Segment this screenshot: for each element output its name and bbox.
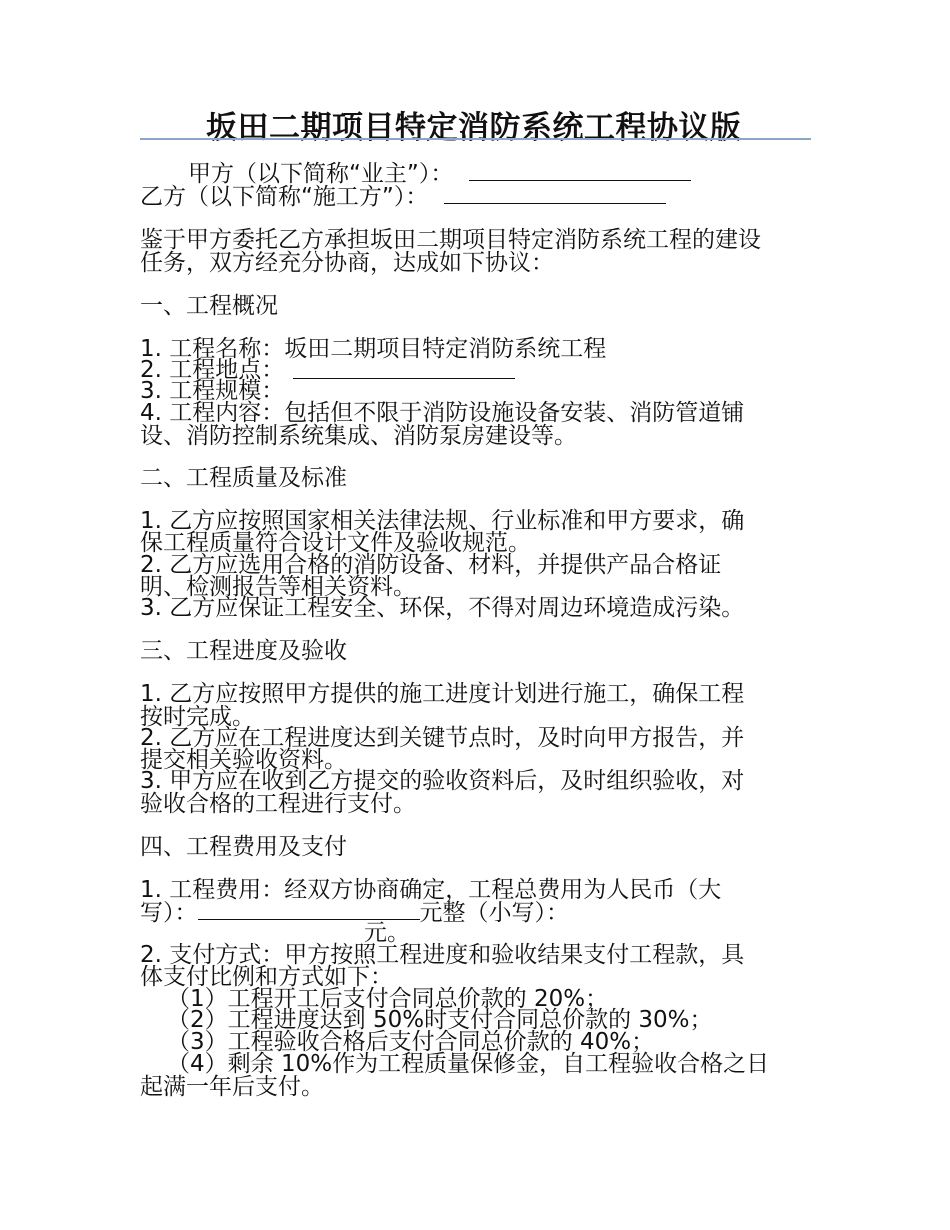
clause-line: 起满一年后支付。 <box>140 1074 324 1100</box>
clause-line: 1. 乙方应按照甲方提供的施工进度计划进行施工，确保工程 <box>140 681 745 707</box>
clause-line: （2）工程进度达到 50%时支付合同总价款的 30%； <box>167 1007 713 1033</box>
clause-text: 2. 工程地点： <box>140 357 285 383</box>
clause-line: 3. 甲方应在收到乙方提交的验收资料后，及时组织验收，对 <box>140 768 745 794</box>
party-b-label: 乙方（以下简称“施工方”）： <box>140 184 429 210</box>
clause-line: 按时完成。 <box>140 704 255 730</box>
party-b-blank <box>444 189 666 204</box>
section-heading: 一、工程概况 <box>140 293 278 319</box>
clause-line: 设、消防控制系统集成、消防泵房建设等。 <box>140 423 577 449</box>
clause-text: 写）： <box>140 900 198 926</box>
clause-line: 1. 工程费用：经双方协商确定，工程总费用为人民币（大 <box>140 877 722 903</box>
section-heading: 二、工程质量及标准 <box>140 465 347 491</box>
title-divider <box>140 138 811 140</box>
clause-text: 3. 工程规模： <box>140 378 285 404</box>
location-blank <box>293 378 515 379</box>
clause-line: 验收合格的工程进行支付。 <box>140 791 416 817</box>
document-title: 坂田二期项目特定消防系统工程协议版 <box>206 110 742 146</box>
clause-text: 元整（小写）： <box>419 900 569 926</box>
clause-line: 2. 乙方应选用合格的消防设备、材料，并提供产品合格证 <box>140 552 722 578</box>
clause-line: 4. 工程内容：包括但不限于消防设施设备安装、消防管道铺 <box>140 400 745 426</box>
clause-line: 元。 <box>364 920 410 946</box>
section-heading: 三、工程进度及验收 <box>140 638 347 664</box>
section-heading: 四、工程费用及支付 <box>140 834 347 860</box>
amount-uppercase-blank <box>198 905 420 920</box>
party-a-line <box>188 163 691 186</box>
clause-line: 1. 工程名称：坂田二期项目特定消防系统工程 <box>140 336 607 362</box>
party-a-blank <box>469 166 691 181</box>
clause-line: （3）工程验收合格后支付合同总价款的 40%； <box>167 1029 655 1055</box>
clause-line: 1. 乙方应按照国家相关法律法规、行业标准和甲方要求，确 <box>140 508 745 534</box>
clause-line <box>140 902 569 925</box>
clause-line: 提交相关验收资料。 <box>140 747 347 773</box>
preamble-line: 鉴于甲方委托乙方承担坂田二期项目特定消防系统工程的建设 <box>140 227 761 253</box>
clause-line: 保工程质量符合设计文件及验收规范。 <box>140 530 531 556</box>
clause-line: 明、检测报告等相关资料。 <box>140 574 416 600</box>
preamble-line: 任务，双方经充分协商，达成如下协议： <box>140 250 554 276</box>
clause-line: 2. 支付方式：甲方按照工程进度和验收结果支付工程款，具 <box>140 942 745 968</box>
clause-line: （4）剩余 10%作为工程质量保修金，自工程验收合格之日 <box>167 1051 770 1077</box>
clause-line: 体支付比例和方式如下： <box>140 964 393 990</box>
clause-line: 2. 乙方应在工程进度达到关键节点时，及时向甲方报告，并 <box>140 725 745 751</box>
clause-line: 3. 乙方应保证工程安全、环保，不得对周边环境造成污染。 <box>140 595 745 621</box>
clause-line: （1）工程开工后支付合同总价款的 20%； <box>167 986 609 1012</box>
party-a-label: 甲方（以下简称“业主”）： <box>188 161 454 187</box>
party-b-line <box>140 186 666 209</box>
